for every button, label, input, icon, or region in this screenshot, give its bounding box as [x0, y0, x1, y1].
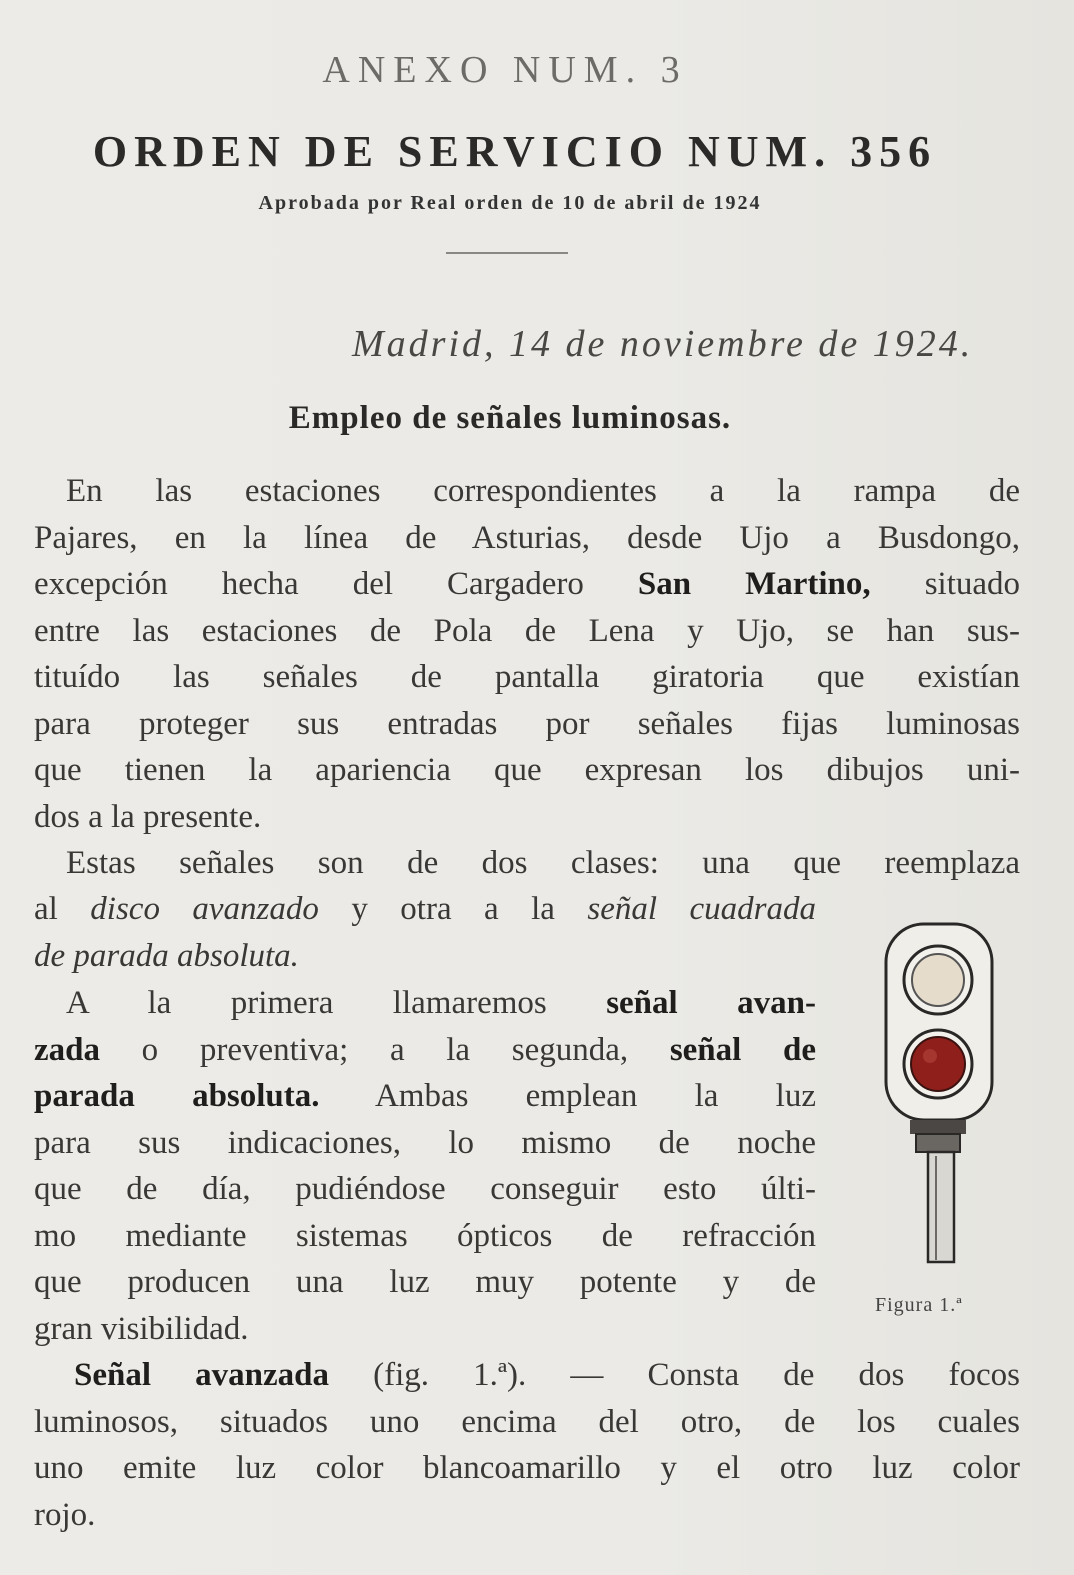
paragraph-2-cont	[34, 886, 816, 979]
signal-collar	[910, 1120, 966, 1134]
p3-line-3b: Ambas emplean la luz	[374, 1078, 816, 1114]
p4-line-4: rojo.	[34, 1496, 96, 1533]
p2-line-2	[34, 886, 816, 933]
p2-line-2c: y otra a la	[351, 891, 555, 927]
p1-line-6: para proteger sus entradas por señales fijas luminosas	[34, 705, 1020, 742]
p3-line-1a: A la primera llamaremos	[66, 985, 547, 1021]
paragraph-2	[34, 840, 1020, 887]
term-senal-cuadrada: señal cuadrada	[587, 891, 816, 927]
signal-bracket	[916, 1134, 960, 1152]
p3-line-2	[34, 1027, 816, 1074]
p2-line-3	[34, 933, 816, 980]
term-senal-avanzada-heading: Señal avanzada	[74, 1357, 329, 1393]
signal-post	[928, 1152, 954, 1262]
lower-lamp-light	[911, 1037, 965, 1091]
term-parada-absoluta: de parada absoluta.	[34, 937, 299, 974]
p1-line-5: tituído las señales de pantalla giratoria que existían	[34, 659, 1020, 695]
p4-line-1b: (fig. 1.ª). — Consta de dos focos	[373, 1357, 1020, 1393]
lower-lamp-highlight	[923, 1049, 937, 1063]
paragraph-4	[34, 1352, 1020, 1538]
term-senal-avanzada: señal avan-	[606, 985, 816, 1021]
term-disco-avanzado: disco avanzado	[90, 891, 319, 927]
annex-title: ANEXO NUM. 3	[322, 49, 688, 91]
p1-line-4: entre las estaciones de Pola de Lena y Ujo, se han sus-	[34, 612, 1020, 649]
p3-line-3	[34, 1073, 816, 1120]
section-heading: Empleo de señales luminosas.	[288, 400, 732, 436]
p2-line-1: Estas señales son de dos clases: una que reemplaza	[66, 845, 1020, 881]
approval-note: Aprobada por Real orden de 10 de abril de 1924	[258, 192, 762, 214]
figure-caption: Figura 1.ª	[875, 1294, 963, 1316]
dateline: Madrid, 14 de noviembre de 1924.	[352, 323, 974, 365]
p1-line-3c: situado	[924, 566, 1020, 602]
p3-line-8: gran visibilidad.	[34, 1310, 249, 1347]
p3-line-6: mo mediante sistemas ópticos de refracción	[34, 1217, 816, 1254]
p1-line-3a: excepción hecha del Cargadero	[34, 566, 584, 602]
p4-line-3: uno emite luz color blancoamarillo y el otro luz color	[34, 1450, 1020, 1486]
term-senal-de: señal de	[669, 1031, 816, 1068]
p1-line-3	[34, 561, 1020, 608]
order-title: ORDEN DE SERVICIO NUM. 356	[92, 127, 938, 176]
term-zada: zada	[34, 1031, 100, 1068]
place-name-san-martino: San Martino,	[637, 566, 871, 602]
divider-rule	[446, 252, 568, 254]
p3-line-5: que de día, pudiéndose conseguir esto últi-	[34, 1171, 816, 1207]
p2-line-2a: al	[34, 891, 58, 927]
paragraph-1	[34, 468, 1020, 840]
p1-line-8: dos a la presente.	[34, 798, 262, 835]
p4-line-2: luminosos, situados uno encima del otro, de los cuales	[34, 1403, 1020, 1440]
p3-line-4: para sus indicaciones, lo mismo de noche	[34, 1124, 816, 1161]
p3-line-7: que producen una luz muy potente y de	[34, 1264, 816, 1300]
upper-lamp-light	[912, 954, 964, 1006]
p1-line-1: En las estaciones correspondientes a la rampa de	[66, 473, 1020, 509]
signal-illustration	[870, 920, 1010, 1280]
paragraph-3	[34, 980, 816, 1352]
p3-line-2b: o preventiva; a la segunda,	[141, 1031, 629, 1068]
p1-line-7: que tienen la apariencia que expresan los dibujos uni-	[34, 752, 1020, 788]
term-parada-absoluta-bold: parada absoluta.	[34, 1078, 320, 1114]
p3-line-1	[34, 980, 816, 1027]
p1-line-2: Pajares, en la línea de Asturias, desde Ujo a Busdongo,	[34, 519, 1020, 556]
p4-line-1	[34, 1352, 1020, 1399]
